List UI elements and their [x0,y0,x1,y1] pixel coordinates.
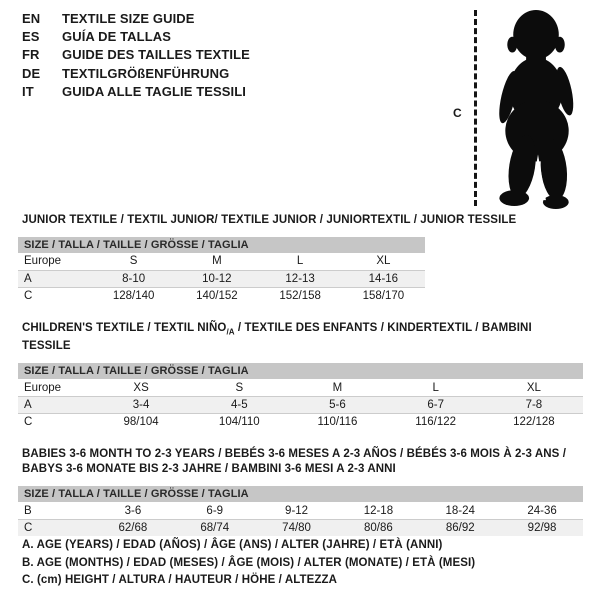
table-cell: 116/122 [415,416,457,429]
size-table-body [18,379,583,430]
size-table-wrap [18,237,425,304]
section-title-segment: BABIES 3-6 MONTH TO 2-3 YEARS / BEBÉS 3-6 MESES A 2-3 AÑOS / BÉBÉS 3-6 MOIS À 2-3 ANS / [22,448,566,461]
language-code: IT [22,83,34,99]
size-table [18,379,583,430]
table-cell: 68/74 [200,522,230,535]
section-title [22,447,583,477]
table-cell: L [432,381,439,394]
table-cell: 86/92 [445,522,475,535]
table-row [18,519,583,536]
table-cell: XL [526,381,541,394]
size-header-bar: SIZE / TALLA / TAILLE / GRÖSSE / TAGLIA [18,237,425,253]
table-cell: S [235,381,244,394]
size-section [18,321,583,430]
size-header-bar: SIZE / TALLA / TAILLE / GRÖSSE / TAGLIA [18,363,583,379]
table-cell: 62/68 [118,522,148,535]
table-cell: 158/170 [362,289,405,302]
table-cell: 3-4 [132,398,150,411]
table-cell: 80/86 [364,522,393,535]
language-code: EN [22,11,41,26]
table-cell: 10-12 [202,272,232,285]
section-title-segment: CHILDREN'S TEXTILE / TEXTIL NIÑO [22,322,227,334]
table-cell: M [212,255,222,268]
language-row [22,28,250,46]
footnotes [22,537,475,590]
table-cell: 6-9 [206,504,224,517]
table-cell: 7-8 [525,398,543,411]
language-guide-title: GUIDE DES TAILLES TEXTILE [62,47,250,63]
table-row [18,287,425,304]
table-cell: 9-12 [285,504,309,517]
section-title-segment: JUNIOR TEXTILE / TEXTIL JUNIOR/ TEXTILE JUNIOR / JUNIORTEXTIL / JUNIOR TESSILE [22,214,517,226]
table-row [18,413,583,430]
table-cell: Europe [24,255,62,268]
table-cell: A [24,272,32,285]
language-code: DE [22,65,41,81]
table-cell: M [332,381,343,394]
table-cell: 74/80 [282,522,311,535]
table-cell: XL [376,255,391,268]
section-title-segment: BABYS 3-6 MONATE BIS 2-3 JAHRE / BAMBINI 3-6 MESI A 2-3 ANNI [22,463,396,476]
table-cell: 98/104 [123,416,159,429]
table-cell: 6-7 [427,398,444,411]
table-cell: XS [133,381,149,394]
language-guide-title: GUIDA ALLE TAGLIE TESSILI [62,83,247,99]
language-code: FR [22,47,40,63]
table-cell: 152/158 [279,289,321,302]
size-table [18,502,583,536]
table-cell: S [129,255,138,268]
size-table [18,253,425,304]
footnote-line: C. (cm) HEIGHT / ALTURA / HAUTEUR / HÖHE / ALTEZZA [22,574,338,586]
height-dashed-line [474,10,477,206]
table-cell: 18-24 [445,504,475,517]
footnote-line: B. AGE (MONTHS) / EDAD (MESES) / ÂGE (MOIS) / ALTER (MONATE) / ETÀ (MESI) [22,556,476,569]
size-section [18,447,583,536]
table-cell: C [24,289,33,302]
table-cell: 24-36 [527,504,557,517]
table-cell: 4-5 [230,398,248,411]
table-cell: 8-10 [122,272,146,285]
table-cell: 92/98 [527,522,557,535]
table-cell: 104/110 [218,416,260,429]
table-cell: 12-18 [363,504,394,517]
table-cell: 5-6 [329,398,346,411]
table-cell: 122/128 [513,416,555,429]
table-cell: C [24,522,33,535]
table-cell: C [24,416,33,429]
section-title-segment: / TEXTILE DES ENFANTS / KINDERTEXTIL / BAMBINI TESSILE [22,322,532,353]
language-row [22,83,250,101]
baby-silhouette-icon [486,8,590,210]
language-row [22,10,250,28]
language-row [22,46,250,64]
table-cell: 3-6 [124,504,142,517]
table-cell: 12-13 [285,272,315,285]
size-table-wrap [18,363,583,430]
section-title [22,321,583,354]
language-guide-title: TEXTILGRÖßENFÜHRUNG [62,65,230,81]
table-row [18,379,583,396]
table-row [18,253,425,270]
table-cell: 110/116 [317,416,358,429]
table-row [18,270,425,287]
footnote-line: A. AGE (YEARS) / EDAD (AÑOS) / ÂGE (ANS) / ALTER (JAHRE) / ETÀ (ANNI) [22,539,443,551]
table-cell: 140/152 [196,289,238,302]
language-guide-title: TEXTILE SIZE GUIDE [62,11,195,26]
table-cell: L [296,255,304,268]
table-cell: 128/140 [112,289,155,302]
section-title-segment: /A [226,327,235,337]
size-section [18,213,583,304]
size-header-bar: SIZE / TALLA / TAILLE / GRÖSSE / TAGLIA [18,486,583,502]
table-cell: Europe [24,381,62,394]
table-row [18,502,583,519]
table-cell: B [24,504,32,517]
size-table-body [18,502,583,536]
size-table-body [18,253,425,304]
size-table-wrap [18,486,583,536]
height-measure-label: C [453,106,462,120]
table-row [18,396,583,413]
language-code: ES [22,29,40,45]
section-title [22,213,583,228]
size-tables [18,213,583,536]
language-row [22,65,250,83]
table-cell: A [24,398,32,411]
language-guide-title: GUÍA DE TALLAS [62,29,172,45]
language-title-list [22,10,250,101]
table-cell: 14-16 [368,272,399,285]
height-figure [450,6,595,214]
